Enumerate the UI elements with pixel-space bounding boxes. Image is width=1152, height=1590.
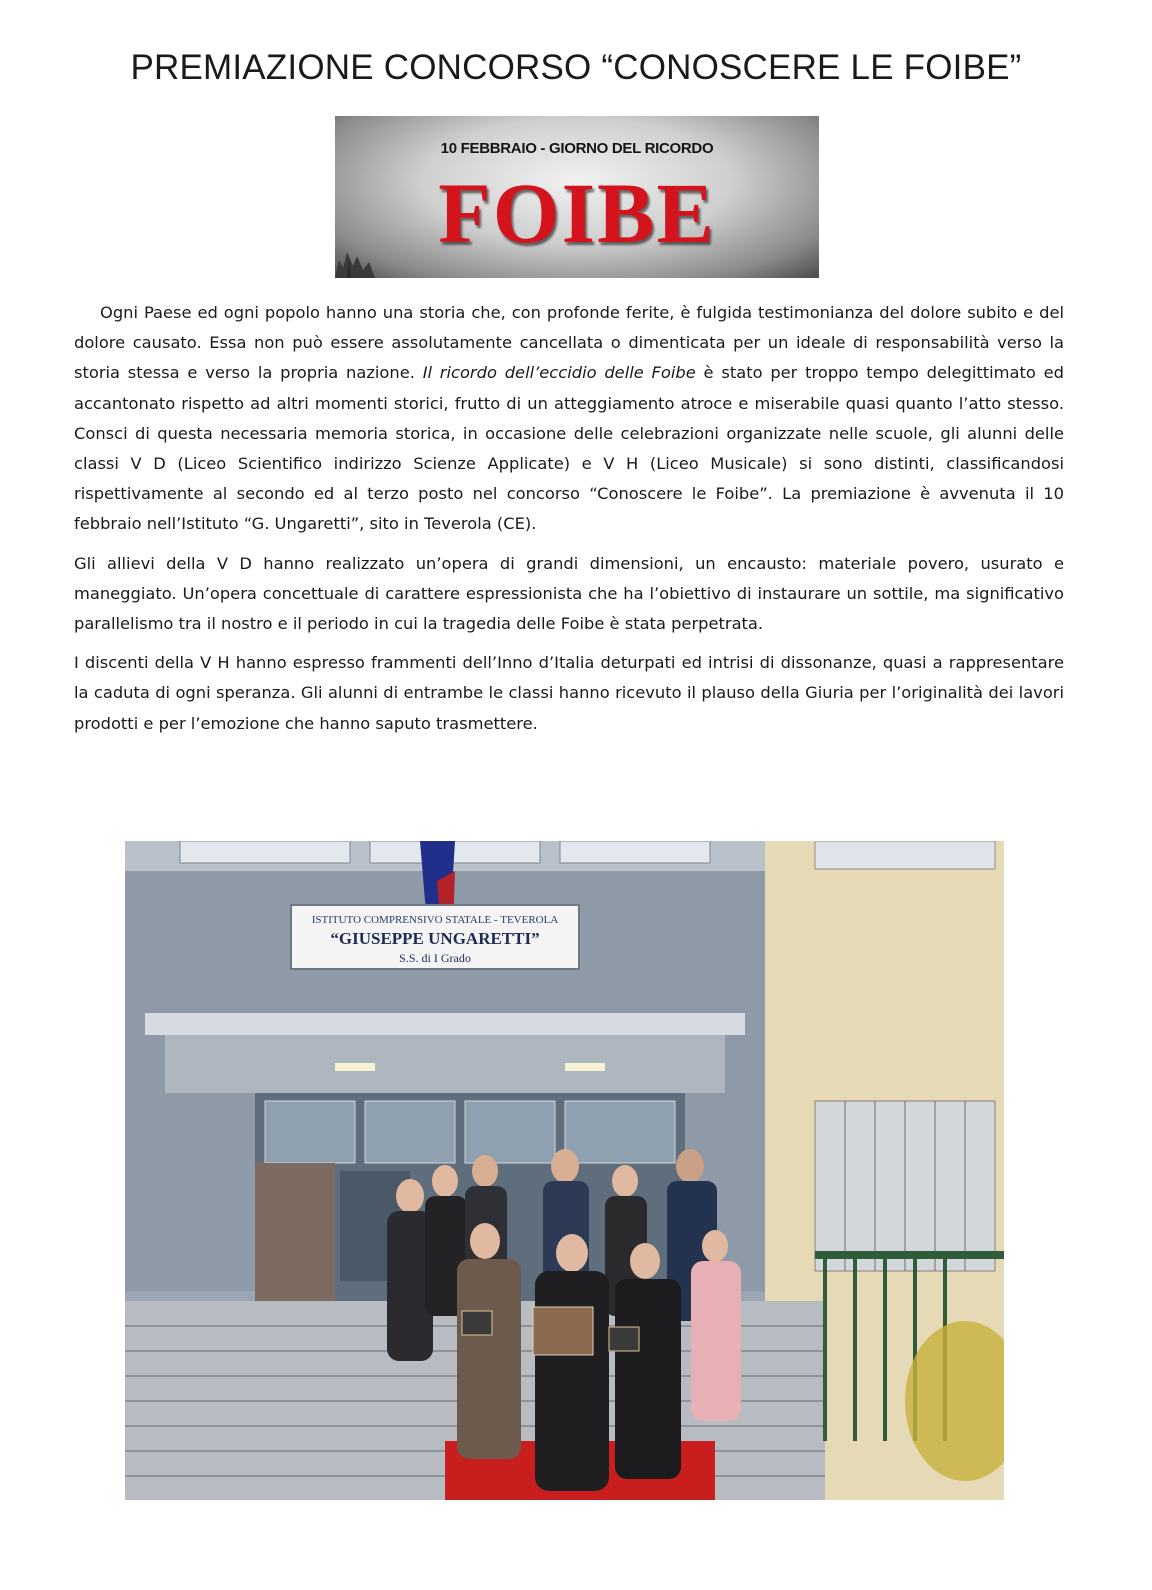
- paragraph-intro-part2: è stato per troppo tempo delegittimato ed accantonato rispetto ad altri momenti storici, frutto di un atteggiamento atroce e miserabile quasi quanto l’atto stesso. Consci di questa necessaria memoria storica, in occasione delle celebrazioni organizzate nelle scuole, gli alunni delle classi V D (Liceo Scientifico indirizzo Scienze Applicate) e V H (Liceo Musicale) si sono distinti, classificandosi rispettivamente al secondo ed al terzo posto nel concorso “Conoscere le Foibe”. La premiazione è avvenuta il 10 febbraio nell’Istituto “G. Ungaretti”, sito in Teverola (CE).: [74, 363, 1064, 534]
- school-sign-line3: S.S. di I Grado: [399, 951, 471, 965]
- foibe-banner-image: [335, 116, 819, 278]
- paragraph-vd: Gli allievi della V D hanno realizzato un’opera di grandi dimensioni, un encausto: materiale povero, usurato e maneggiato. Un’opera concettuale di carattere espressionista che ha l’obiettivo di instaurare un sottile, ma significativo parallelismo tra il nostro e il periodo in cui la tragedia delle Foibe è stata perpetrata.: [74, 553, 1064, 634]
- page-title: PREMIAZIONE CONCORSO “CONOSCERE LE FOIBE”: [130, 48, 1022, 87]
- school-sign-line2: “GIUSEPPE UNGARETTI”: [330, 929, 540, 948]
- paragraph-intro: [74, 298, 1064, 540]
- article-body: [74, 298, 1064, 748]
- school-sign-line1: ISTITUTO COMPRENSIVO STATALE - TEVEROLA: [311, 914, 559, 926]
- banner-subtitle: 10 FEBBRAIO - GIORNO DEL RICORDO: [440, 140, 714, 157]
- paragraph-intro-part1: Ogni Paese ed ogni popolo hanno una storia che, con profonde ferite, è fulgida testimonianza del dolore subito e del dolore causato. Essa non può essere assolutamente cancellata o dimenticata per un ideale di responsabilità verso la storia stessa e verso la propria nazione.: [74, 303, 1064, 383]
- award-group-photo: [125, 841, 1004, 1500]
- paragraph-vh: I discenti della V H hanno espresso frammenti dell’Inno d’Italia deturpati ed intrisi di dissonanze, quasi a rappresentare la caduta di ogni speranza. Gli alunni di entrambe le classi hanno ricevuto il plauso della Giuria per l’originalità dei lavori prodotti e per l’emozione che hanno saputo trasmettere.: [74, 653, 1064, 733]
- banner-headline: FOIBE: [438, 165, 716, 261]
- school-building-illustration: [125, 841, 1004, 1500]
- paragraph-intro-italic: Il ricordo dell’eccidio delle Foibe: [422, 363, 696, 383]
